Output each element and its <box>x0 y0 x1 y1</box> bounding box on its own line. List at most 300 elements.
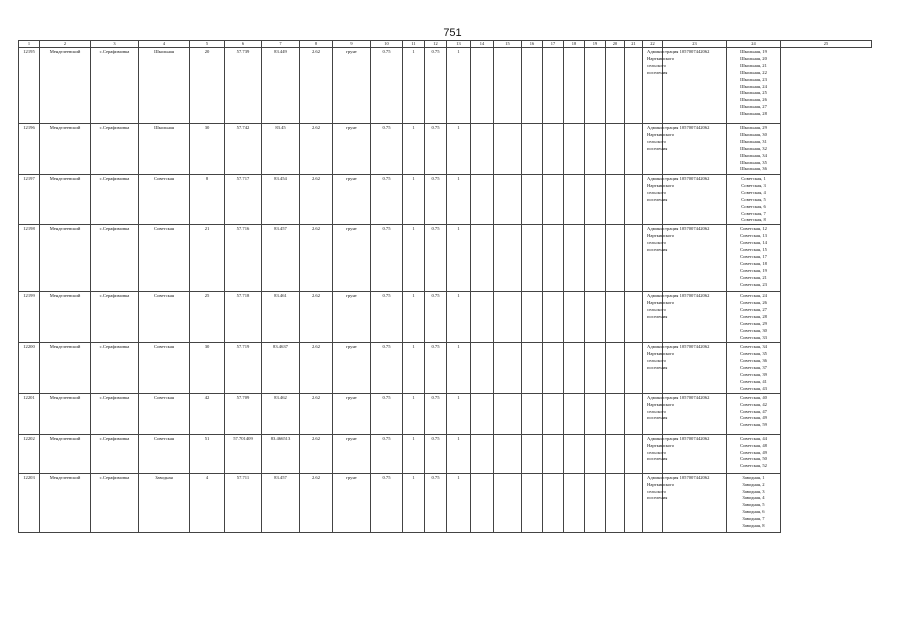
empty-cell <box>625 225 643 292</box>
cell-house: 20 <box>190 48 225 124</box>
cell-street: Советская <box>139 434 190 473</box>
column-number: 1 <box>19 41 40 48</box>
cell-settlement: с.Серафимовка <box>91 225 139 292</box>
address-line: Советская, 27 <box>740 307 767 313</box>
column-number: 13 <box>447 41 471 48</box>
empty-cell <box>606 292 625 343</box>
cell-settlement: с.Серафимовка <box>91 434 139 473</box>
empty-cell <box>522 434 543 473</box>
cell-street: Советская <box>139 343 190 393</box>
cell-lon: 83.449 <box>262 48 300 124</box>
address-line: Советская, 13 <box>740 233 767 239</box>
cell-lat: 57.718 <box>225 292 262 343</box>
cell-id: 12201 <box>19 393 40 434</box>
cell-district: Менделеевский <box>40 225 91 292</box>
cell-district: Менделеевский <box>40 473 91 532</box>
table-row <box>19 48 872 124</box>
empty-cell <box>606 343 625 393</box>
address-line: Советская, 18 <box>740 260 767 266</box>
cell-c10: 0.75 <box>371 292 403 343</box>
cell-c11: 1 <box>403 124 425 175</box>
address-line: Советская, 50 <box>740 456 767 462</box>
cell-settlement: с.Серафимовка <box>91 292 139 343</box>
cell-lon: 83.462 <box>262 393 300 434</box>
empty-cell <box>606 225 625 292</box>
cell-ogrn: 1057007442062 <box>663 473 727 532</box>
address-line: Советская, 39 <box>740 371 767 377</box>
address-line: Школьная, 34 <box>740 152 767 158</box>
empty-cell <box>564 434 585 473</box>
address-line: Школьная, 26 <box>740 97 767 103</box>
table-row <box>19 292 872 343</box>
table-row <box>19 225 872 292</box>
cell-id: 12198 <box>19 225 40 292</box>
address-line: Заводная, 8 <box>742 523 765 529</box>
address-line: Заводная, 3 <box>742 488 765 494</box>
address-line: Школьная, 32 <box>740 145 767 151</box>
cell-c8: 2.62 <box>300 434 333 473</box>
cell-street: Советская <box>139 175 190 225</box>
empty-cell <box>543 48 564 124</box>
empty-cell <box>494 292 522 343</box>
address-line: Советская, 47 <box>740 408 767 414</box>
empty-cell <box>625 393 643 434</box>
empty-cell <box>471 473 494 532</box>
column-number: 2 <box>40 41 91 48</box>
cell-ogrn: 1057007442062 <box>663 48 727 124</box>
cell-c10: 0.75 <box>371 434 403 473</box>
cell-settlement: с.Серафимовка <box>91 48 139 124</box>
cell-ogrn: 1057007442062 <box>663 343 727 393</box>
address-line: Советская, 19 <box>740 267 767 273</box>
cell-owner: Администрация Нарткинского сельского поселения <box>643 434 663 473</box>
address-line: Советская, 4 <box>741 189 766 195</box>
address-line: Советская, 41 <box>740 378 767 384</box>
cell-c11: 1 <box>403 48 425 124</box>
cell-addresses <box>727 225 781 292</box>
cell-lat: 57.742 <box>225 124 262 175</box>
cell-district: Менделеевский <box>40 343 91 393</box>
cell-c10: 0.75 <box>371 225 403 292</box>
cell-id: 12200 <box>19 343 40 393</box>
cell-c10: 0.75 <box>371 343 403 393</box>
empty-cell <box>494 393 522 434</box>
empty-cell <box>564 292 585 343</box>
table-row <box>19 473 872 532</box>
cell-c9: грунт <box>333 393 371 434</box>
empty-cell <box>564 175 585 225</box>
cell-lon: 83.461 <box>262 292 300 343</box>
cell-lon: 83.457 <box>262 473 300 532</box>
cell-c10: 0.75 <box>371 48 403 124</box>
cell-c13: 1 <box>447 225 471 292</box>
address-line: Советская, 35 <box>740 351 767 357</box>
cell-house: 30 <box>190 343 225 393</box>
cell-owner: Администрация Нарткинского сельского поселения <box>643 124 663 175</box>
address-line: Школьная, 22 <box>740 69 767 75</box>
column-number: 7 <box>262 41 300 48</box>
cell-c13: 1 <box>447 48 471 124</box>
address-line: Школьная, 29 <box>740 125 767 130</box>
empty-cell <box>585 343 606 393</box>
empty-cell <box>585 48 606 124</box>
empty-cell <box>585 292 606 343</box>
empty-cell <box>471 48 494 124</box>
address-line: Заводная, 7 <box>742 516 765 522</box>
address-line: Советская, 6 <box>741 203 766 209</box>
empty-cell <box>606 393 625 434</box>
cell-c9: грунт <box>333 48 371 124</box>
empty-cell <box>494 124 522 175</box>
cell-id: 12196 <box>19 124 40 175</box>
address-line: Советская, 3 <box>741 182 766 188</box>
address-line: Советская, 12 <box>740 226 767 232</box>
cell-c12: 0.75 <box>425 124 447 175</box>
cell-c10: 0.75 <box>371 124 403 175</box>
address-line: Школьная, 27 <box>740 104 767 110</box>
cell-house: 8 <box>190 175 225 225</box>
address-line: Советская, 8 <box>741 217 766 223</box>
cell-c9: грунт <box>333 124 371 175</box>
empty-cell <box>625 343 643 393</box>
column-number: 8 <box>300 41 333 48</box>
empty-cell <box>494 48 522 124</box>
cell-c8: 2.62 <box>300 473 333 532</box>
cell-house: 25 <box>190 292 225 343</box>
cell-id: 12199 <box>19 292 40 343</box>
empty-cell <box>522 343 543 393</box>
cell-addresses <box>727 393 781 434</box>
cell-settlement: с.Серафимовка <box>91 124 139 175</box>
table-row <box>19 343 872 393</box>
column-number: 25 <box>781 41 872 48</box>
cell-addresses <box>727 434 781 473</box>
cell-c11: 1 <box>403 343 425 393</box>
empty-cell <box>606 434 625 473</box>
column-number: 15 <box>494 41 522 48</box>
cell-c9: грунт <box>333 434 371 473</box>
empty-cell <box>543 175 564 225</box>
address-line: Советская, 21 <box>740 274 767 280</box>
empty-cell <box>494 175 522 225</box>
cell-c8: 2.62 <box>300 225 333 292</box>
cell-district: Менделеевский <box>40 292 91 343</box>
column-number: 10 <box>371 41 403 48</box>
empty-cell <box>585 393 606 434</box>
cell-c10: 0.75 <box>371 175 403 225</box>
cell-lat: 57.709 <box>225 393 262 434</box>
empty-cell <box>471 225 494 292</box>
cell-settlement: с.Серафимовка <box>91 393 139 434</box>
empty-cell <box>564 393 585 434</box>
cell-c11: 1 <box>403 225 425 292</box>
address-line: Советская, 49 <box>740 415 767 421</box>
address-line: Советская, 28 <box>740 314 767 320</box>
table-row <box>19 434 872 473</box>
empty-cell <box>522 393 543 434</box>
cell-ogrn: 1057007442062 <box>663 124 727 175</box>
address-line: Советская, 44 <box>740 435 767 441</box>
empty-cell <box>543 434 564 473</box>
empty-cell <box>471 393 494 434</box>
empty-cell <box>543 124 564 175</box>
address-line: Заводная, 5 <box>742 502 765 508</box>
cell-c8: 2.62 <box>300 48 333 124</box>
empty-cell <box>564 48 585 124</box>
cell-addresses <box>727 124 781 175</box>
cell-c11: 1 <box>403 393 425 434</box>
column-number: 14 <box>471 41 494 48</box>
address-line: Советская, 17 <box>740 253 767 259</box>
empty-cell <box>522 124 543 175</box>
address-line: Советская, 30 <box>740 327 767 333</box>
address-line: Советская, 59 <box>740 422 767 428</box>
empty-cell <box>585 473 606 532</box>
empty-cell <box>471 124 494 175</box>
cell-street: Школьная <box>139 124 190 175</box>
empty-cell <box>606 473 625 532</box>
cell-addresses <box>727 343 781 393</box>
empty-cell <box>471 343 494 393</box>
empty-cell <box>471 292 494 343</box>
empty-cell <box>543 343 564 393</box>
cell-district: Менделеевский <box>40 175 91 225</box>
cell-owner: Администрация Нарткинского сельского поселения <box>643 473 663 532</box>
cell-c8: 2.62 <box>300 343 333 393</box>
cell-c13: 1 <box>447 292 471 343</box>
cell-c13: 1 <box>447 434 471 473</box>
cell-owner: Администрация Нарткинского сельского поселения <box>643 343 663 393</box>
cell-c12: 0.75 <box>425 175 447 225</box>
empty-cell <box>494 343 522 393</box>
cell-district: Менделеевский <box>40 434 91 473</box>
cell-house: 51 <box>190 434 225 473</box>
cell-ogrn: 1057007442062 <box>663 292 727 343</box>
empty-cell <box>625 48 643 124</box>
cell-lon: 83.45 <box>262 124 300 175</box>
cell-c12: 0.75 <box>425 225 447 292</box>
cell-c8: 2.62 <box>300 124 333 175</box>
empty-cell <box>522 48 543 124</box>
registry-table <box>18 40 872 533</box>
address-line: Советская, 34 <box>740 344 767 350</box>
address-line: Школьная, 24 <box>740 83 767 89</box>
cell-c9: грунт <box>333 225 371 292</box>
address-line: Школьная, 28 <box>740 111 767 117</box>
address-line: Заводная, 2 <box>742 481 765 487</box>
column-number: 3 <box>91 41 139 48</box>
address-line: Советская, 26 <box>740 300 767 306</box>
cell-district: Менделеевский <box>40 124 91 175</box>
column-number: 6 <box>225 41 262 48</box>
cell-lat: 57.719 <box>225 343 262 393</box>
column-number-row <box>19 41 872 48</box>
empty-cell <box>494 434 522 473</box>
empty-cell <box>522 473 543 532</box>
address-line: Школьная, 31 <box>740 138 767 144</box>
cell-street: Советская <box>139 292 190 343</box>
empty-cell <box>564 473 585 532</box>
empty-cell <box>522 292 543 343</box>
column-number: 5 <box>190 41 225 48</box>
address-line: Заводная, 6 <box>742 509 765 515</box>
address-line: Заводная, 4 <box>742 495 765 501</box>
empty-cell <box>543 225 564 292</box>
empty-cell <box>471 434 494 473</box>
cell-addresses <box>727 48 781 124</box>
empty-cell <box>625 434 643 473</box>
cell-c10: 0.75 <box>371 473 403 532</box>
cell-c12: 0.75 <box>425 393 447 434</box>
empty-cell <box>606 175 625 225</box>
cell-lat: 57.739 <box>225 48 262 124</box>
cell-ogrn: 1057007442062 <box>663 434 727 473</box>
address-line: Советская, 48 <box>740 442 767 448</box>
address-line: Советская, 7 <box>741 210 766 216</box>
cell-owner: Администрация Нарткинского сельского поселения <box>643 225 663 292</box>
cell-lon: 83.4637 <box>262 343 300 393</box>
cell-owner: Администрация Нарткинского сельского поселения <box>643 292 663 343</box>
cell-c8: 2.62 <box>300 393 333 434</box>
cell-c12: 0.75 <box>425 434 447 473</box>
empty-cell <box>625 175 643 225</box>
cell-house: 30 <box>190 124 225 175</box>
column-number: 4 <box>139 41 190 48</box>
address-line: Советская, 42 <box>740 401 767 407</box>
address-line: Школьная, 35 <box>740 159 767 165</box>
cell-c13: 1 <box>447 393 471 434</box>
cell-lon: 83.466513 <box>262 434 300 473</box>
empty-cell <box>522 225 543 292</box>
cell-c13: 1 <box>447 124 471 175</box>
cell-district: Менделеевский <box>40 393 91 434</box>
empty-cell <box>606 48 625 124</box>
cell-lat: 57.717 <box>225 175 262 225</box>
cell-c10: 0.75 <box>371 393 403 434</box>
empty-cell <box>585 124 606 175</box>
empty-cell <box>606 124 625 175</box>
address-line: Заводная, 1 <box>742 474 765 480</box>
cell-addresses <box>727 473 781 532</box>
cell-addresses <box>727 175 781 225</box>
empty-cell <box>494 473 522 532</box>
cell-house: 4 <box>190 473 225 532</box>
address-line: Школьная, 20 <box>740 55 767 61</box>
address-line: Советская, 1 <box>741 176 766 181</box>
cell-c12: 0.75 <box>425 473 447 532</box>
column-number: 16 <box>522 41 543 48</box>
address-line: Советская, 23 <box>740 281 767 287</box>
cell-house: 42 <box>190 393 225 434</box>
column-number: 9 <box>333 41 371 48</box>
cell-owner: Администрация Нарткинского сельского поселения <box>643 393 663 434</box>
empty-cell <box>585 225 606 292</box>
column-number: 21 <box>625 41 643 48</box>
cell-c11: 1 <box>403 434 425 473</box>
empty-cell <box>543 292 564 343</box>
cell-id: 12203 <box>19 473 40 532</box>
cell-house: 21 <box>190 225 225 292</box>
cell-lat: 57.716 <box>225 225 262 292</box>
column-number: 22 <box>643 41 663 48</box>
cell-c9: грунт <box>333 175 371 225</box>
empty-cell <box>585 434 606 473</box>
address-line: Советская, 24 <box>740 293 767 299</box>
column-number: 20 <box>606 41 625 48</box>
column-number: 19 <box>585 41 606 48</box>
cell-c9: грунт <box>333 473 371 532</box>
column-number: 24 <box>727 41 781 48</box>
empty-cell <box>543 393 564 434</box>
cell-lon: 83.454 <box>262 175 300 225</box>
column-number: 23 <box>663 41 727 48</box>
empty-cell <box>543 473 564 532</box>
address-line: Советская, 33 <box>740 334 767 340</box>
cell-ogrn: 1057007442062 <box>663 175 727 225</box>
cell-owner: Администрация Нарткинского сельского поселения <box>643 48 663 124</box>
cell-lat: 57.711 <box>225 473 262 532</box>
address-line: Советская, 40 <box>740 394 767 400</box>
address-line: Школьная, 23 <box>740 76 767 82</box>
cell-c13: 1 <box>447 343 471 393</box>
address-line: Школьная, 36 <box>740 166 767 172</box>
cell-c12: 0.75 <box>425 343 447 393</box>
address-line: Советская, 36 <box>740 358 767 364</box>
empty-cell <box>564 124 585 175</box>
cell-c11: 1 <box>403 473 425 532</box>
empty-cell <box>564 343 585 393</box>
cell-street: Советская <box>139 225 190 292</box>
cell-street: Школьная <box>139 48 190 124</box>
cell-settlement: с.Серафимовка <box>91 473 139 532</box>
cell-addresses <box>727 292 781 343</box>
address-line: Советская, 49 <box>740 449 767 455</box>
cell-ogrn: 1057007442062 <box>663 393 727 434</box>
cell-settlement: с.Серафимовка <box>91 343 139 393</box>
cell-lon: 83.457 <box>262 225 300 292</box>
address-line: Школьная, 30 <box>740 131 767 137</box>
table-row <box>19 175 872 225</box>
cell-id: 12195 <box>19 48 40 124</box>
page-number: 751 <box>443 27 462 39</box>
empty-cell <box>625 124 643 175</box>
column-number: 11 <box>403 41 425 48</box>
cell-c12: 0.75 <box>425 48 447 124</box>
cell-street: Заводная <box>139 473 190 532</box>
cell-owner: Администрация Нарткинского сельского поселения <box>643 175 663 225</box>
cell-id: 12202 <box>19 434 40 473</box>
address-line: Школьная, 21 <box>740 62 767 68</box>
cell-c9: грунт <box>333 292 371 343</box>
cell-ogrn: 1057007442062 <box>663 225 727 292</box>
empty-cell <box>625 473 643 532</box>
cell-c8: 2.62 <box>300 292 333 343</box>
cell-lat: 57.701409 <box>225 434 262 473</box>
cell-id: 12197 <box>19 175 40 225</box>
address-line: Советская, 5 <box>741 196 766 202</box>
address-line: Советская, 29 <box>740 320 767 326</box>
address-line: Советская, 14 <box>740 240 767 246</box>
cell-c11: 1 <box>403 175 425 225</box>
cell-street: Советская <box>139 393 190 434</box>
cell-c12: 0.75 <box>425 292 447 343</box>
address-line: Школьная, 25 <box>740 90 767 96</box>
cell-c13: 1 <box>447 473 471 532</box>
address-line: Советская, 43 <box>740 385 767 391</box>
cell-c9: грунт <box>333 343 371 393</box>
address-line: Советская, 52 <box>740 463 767 469</box>
column-number: 18 <box>564 41 585 48</box>
